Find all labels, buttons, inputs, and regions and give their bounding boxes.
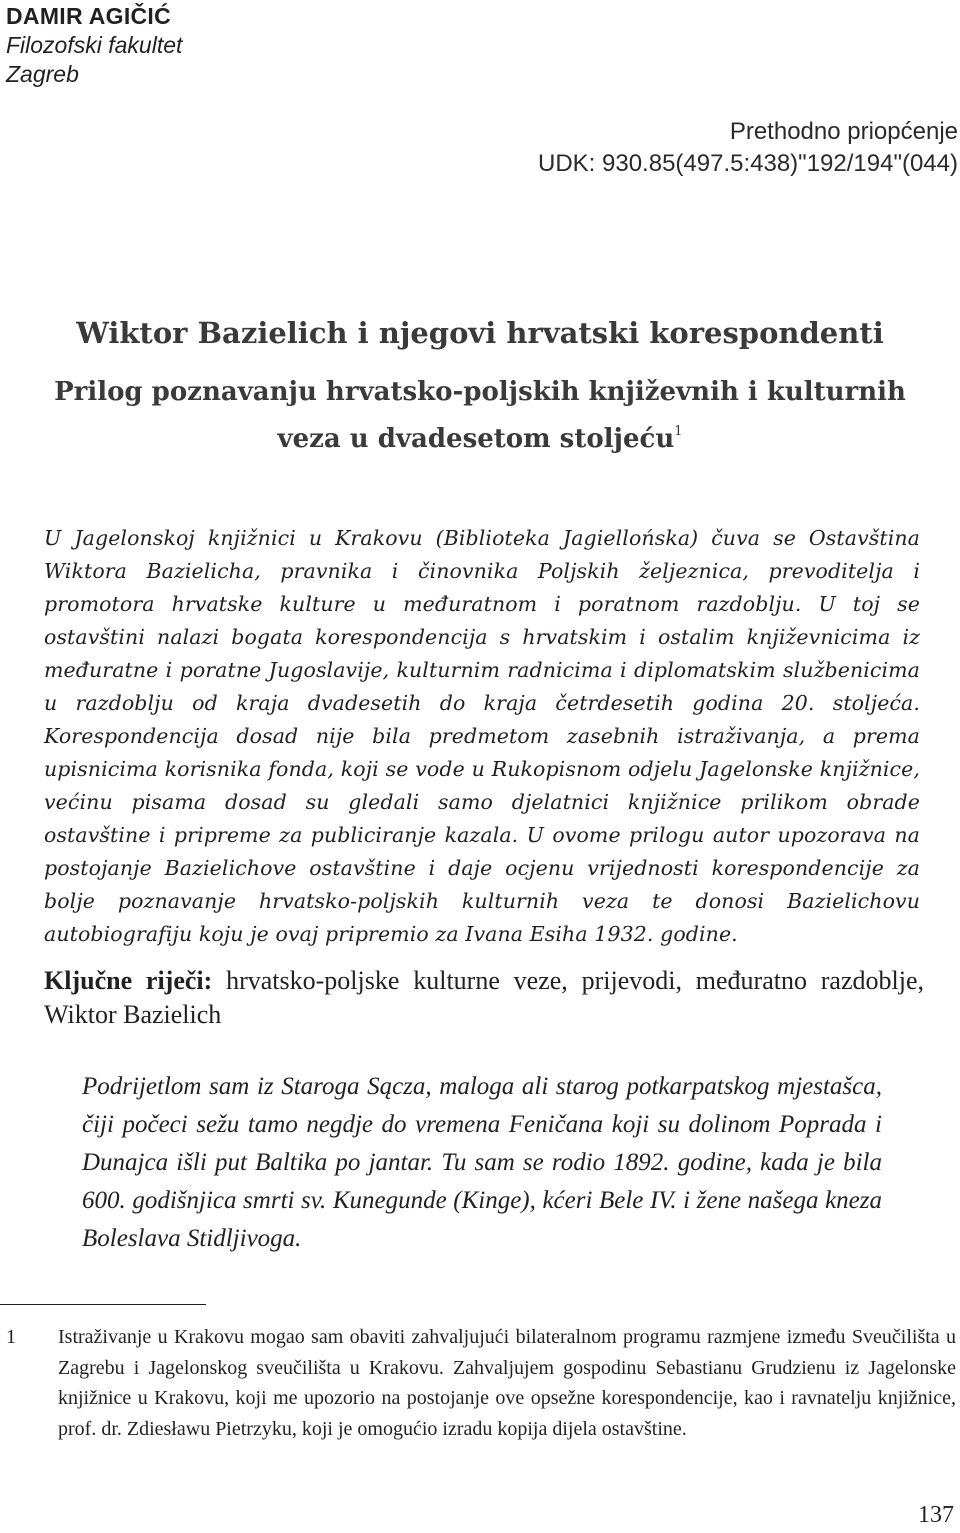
footnote-separator bbox=[0, 1304, 206, 1305]
subtitle-text: Prilog poznavanju hrvatsko-poljskih književnih i kulturnih veza u dvadesetom stoljeću bbox=[54, 377, 906, 454]
footnote-reference[interactable]: 1 bbox=[674, 424, 683, 439]
article-title: Wiktor Bazielich i njegovi hrvatski korespondenti bbox=[76, 316, 884, 350]
author-block bbox=[6, 2, 182, 89]
keywords-label: Ključne riječi: bbox=[44, 966, 213, 995]
classification-block bbox=[538, 116, 958, 180]
footnote-number: 1 bbox=[6, 1326, 16, 1348]
page-number: 137 bbox=[918, 1502, 954, 1528]
article-subtitle bbox=[40, 372, 920, 459]
epigraph-quote: Podrijetlom sam iz Staroga Sącza, maloga ali starog potkarpatskog mjestašca, čiji počeci sežu tamo negdje do vremena Feničana koji su dolinom Poprada i Dunajca išli put Baltika po jantar. Tu sam se rodio 1892. godine, kada je bila 600. godišnjica smrti sv. Kunegunde (Kinge), kćeri Bele IV. i žene našega kneza Boleslava Stidljivoga. bbox=[82, 1073, 882, 1252]
article-type: Prethodno priopćenje bbox=[729, 118, 958, 145]
author-city: Zagreb bbox=[6, 61, 79, 87]
footnote bbox=[0, 1322, 956, 1444]
keywords-text: hrvatsko-poljske kulturne veze, prijevodi, međuratno razdoblje, Wiktor Bazielich bbox=[44, 966, 924, 1029]
author-name: DAMIR AGIČIĆ bbox=[6, 3, 172, 29]
author-affiliation: Filozofski fakultet bbox=[6, 32, 183, 58]
footnote-text: Istraživanje u Krakovu mogao sam obaviti zahvaljujući bilateralnom programu razmjene između Sveučilišta u Zagrebu i Jagelonskog sveučilišta u Krakovu. Zahvaljujem gospodinu Sebastianu Grudzienu iz Jagelonske knjižnice u Krakovu, koji me upozorio na postojanje ove opsežne korespondencije, kao i ravnatelju knjižnice, prof. dr. Zdiesławu Pietrzyku, koji je omogućio izradu kopija dijela ostavštine. bbox=[58, 1326, 956, 1440]
keywords bbox=[44, 964, 924, 1032]
abstract: U Jagelonskoj knjižnici u Krakovu (Biblioteka Jagiellońska) čuva se Ostavština Wiktora Bazielicha, pravnika i činovnika Poljskih željeznica, prevoditelja i promotora hrvatske kulture u međuratnom i poratnom razdoblju. U toj se ostavštini nalazi bogata korespondencija s hrvatskim i ostalim književnicima iz međuratne i poratne Jugoslavije, kulturnim radnicima i diplomatskim službenicima u razdoblju od kraja dvadesetih do kraja četrdesetih godina 20. stoljeća. Korespondencija dosad nije bila predmetom zasebnih istraživanja, a prema upisnicima korisnika fonda, koji se vode u Rukopisnom odjelu Jagelonske knjižnice, većinu pisama dosad su gledali samo djelatnici knjižnice prilikom obrade ostavštine i pripreme za publiciranje kazala. U ovome prilogu autor upozorava na postojanje Bazielichove ostavštine i daje ocjenu vrijednosti korespondencije za bolje poznavanje hrvatsko-poljskih kulturnih veza te donosi Bazielichovu autobiografiju koju je ovaj pripremio za Ivana Esiha 1932. godine. bbox=[44, 526, 920, 946]
udk-code: UDK: 930.85(497.5:438)ʺ192/194ʺ(044) bbox=[538, 150, 958, 177]
